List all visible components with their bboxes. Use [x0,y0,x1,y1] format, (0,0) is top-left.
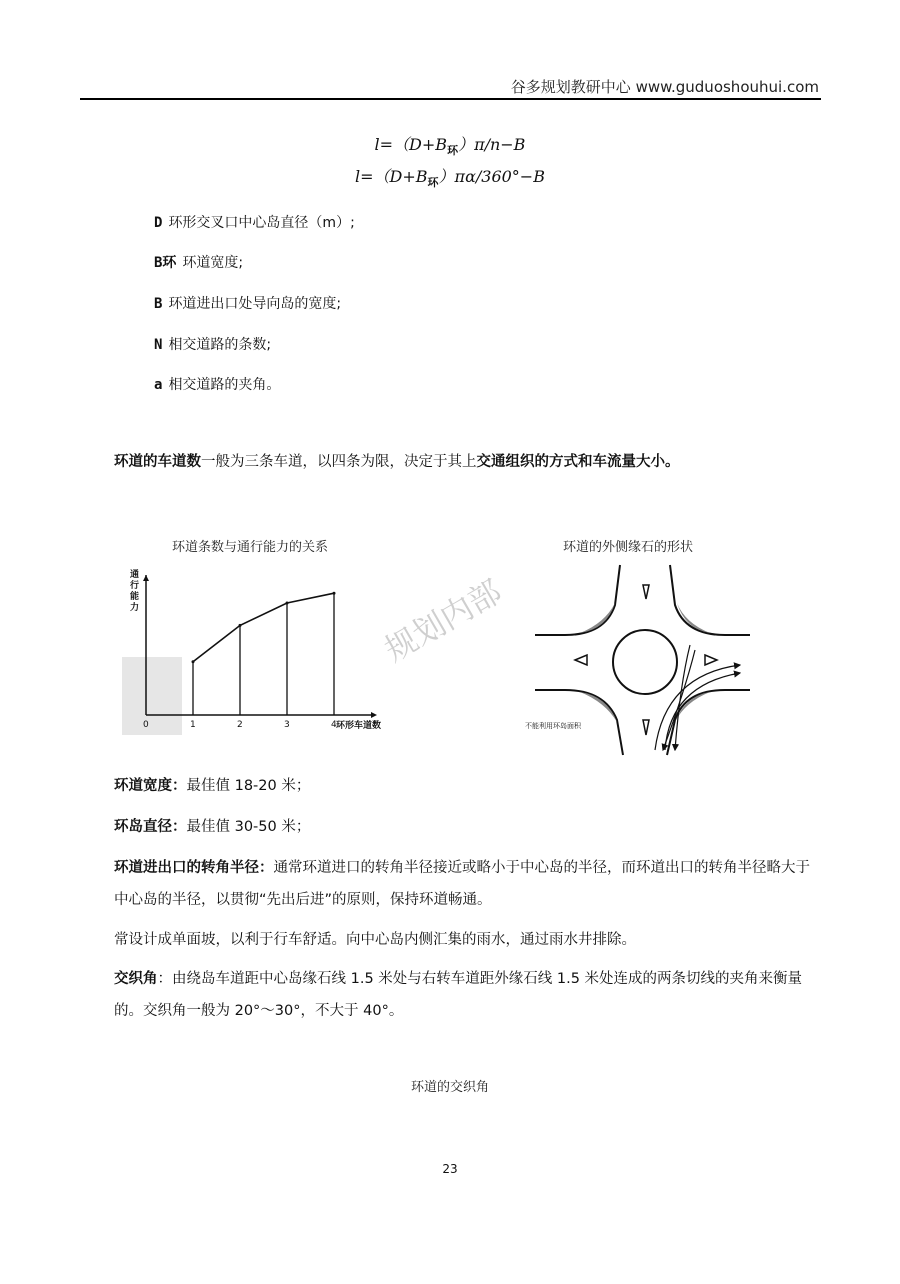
logo-watermark [122,657,182,735]
page-header: 谷多规划教研中心 www.guduoshouhui.com [510,78,819,96]
definition-item: N 相交道路的条数; [154,337,272,353]
x-tick-label: 4 [331,720,337,730]
data-point [333,592,336,595]
capacity-line [193,593,334,662]
header-rule [80,98,821,100]
definition-item: a 相交道路的夹角。 [154,377,281,393]
x-axis-arrow [371,712,377,718]
figure-right-title: 环道的外侧缘石的形状 [563,540,694,555]
y-axis-label: 通行能力 [130,570,140,613]
formula-2: $l=(D+B_环)\pi\alpha/360^\circ-B$ [355,167,545,190]
curb-top-right [670,565,750,635]
shaded-area [580,692,617,722]
drainage-paragraph: 常设计成单面坡，以利于行车舒适。向中心岛内侧汇集的雨水，通过雨水井排除。 [114,932,636,948]
splitter-island [643,720,649,735]
page-number: 23 [442,1162,458,1176]
diagram-annotation: 不能利用环岛面积 [525,722,581,730]
data-point [286,602,289,605]
splitter-island [705,655,717,665]
ring-width-paragraph: 环道宽度：最佳值 18-20 米； [114,778,311,794]
splitter-island [643,585,649,599]
x-tick-label: 0 [143,720,149,730]
x-tick-label: 3 [284,720,290,730]
x-tick-label: 2 [237,720,243,730]
x-axis-label: 环形车道数 [336,721,382,731]
corner-radius-paragraph: 环道进出口的转角半径：通常环道进口的转角半径接近或略小于中心岛的半径，而环道出口的转角半径略大于中心岛的半径，以贯彻“先出后进”的原则，保持环道畅通。 [114,860,810,908]
splitter-island [575,655,587,665]
weaving-angle-paragraph: 交织角：由绕岛车道距中心岛缘石线 1.5 米处与右转车道距外缘石线 1.5 米处连成的两条切线的夹角来衡量的。交织角一般为 20°～30°，不大于 40°。 [114,971,803,1019]
roundabout-diagram [525,565,750,755]
island-diameter-paragraph: 环岛直径：最佳值 30-50 米； [114,819,311,835]
x-tick-label: 1 [190,720,196,730]
watermark-text: 规划内部 [378,572,508,670]
data-point [192,660,195,663]
curb-top-left [535,565,620,635]
capacity-chart [110,565,420,740]
central-island [613,630,677,694]
definition-item: D 环形交叉口中心岛直径（m）; [154,215,355,231]
lane-count-paragraph: 环道的车道数一般为三条车道，以四条为限，决定于其上交通组织的方式和车流量大小。 [114,454,680,470]
formula-1: $l=(D+B_环)\pi/n-B$ [374,135,526,158]
weaving-angle-caption: 环道的交织角 [410,1080,489,1095]
figure-left-title: 环道条数与通行能力的关系 [172,540,329,555]
data-point [239,624,242,627]
curb-bottom-right [667,690,750,755]
y-axis-arrow [143,575,149,581]
definition-item: B环 环道宽度; [154,255,244,271]
definition-item: B 环道进出口处导向岛的宽度; [154,296,342,312]
